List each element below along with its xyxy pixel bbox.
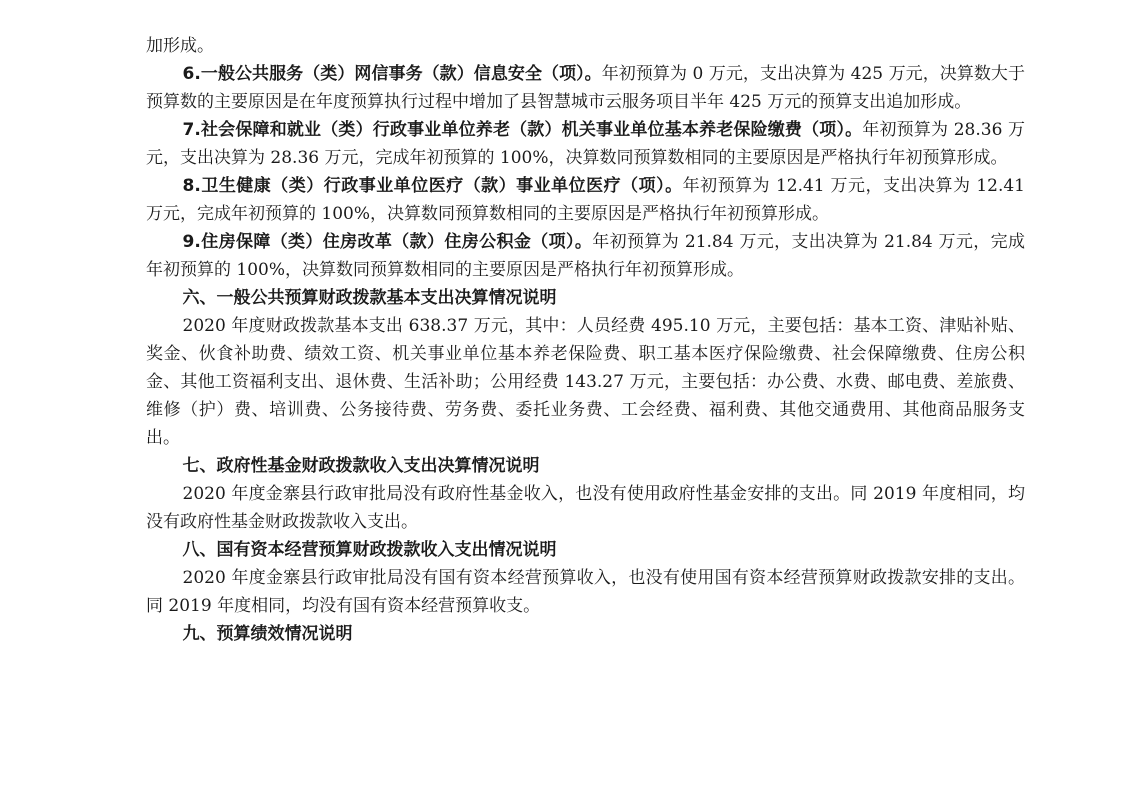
item-7-heading: 7.社会保障和就业（类）行政事业单位养老（款）机关事业单位基本养老保险缴费（项）。	[182, 120, 863, 140]
item-7-paragraph	[146, 116, 1025, 172]
item-6-heading: 6.一般公共服务（类）网信事务（款）信息安全（项）。	[182, 64, 602, 84]
section-7-text: 2020 年度金寨县行政审批局没有政府性基金收入，也没有使用政府性基金安排的支出。同 2019 年度相同，均没有政府性基金财政拨款收入支出。	[146, 484, 1025, 532]
section-6-text: 2020 年度财政拨款基本支出 638.37 万元，其中：人员经费 495.10 万元，主要包括：基本工资、津贴补贴、奖金、伙食补助费、绩效工资、机关事业单位基本养老保险费、职工基本医疗保险缴费、社会保障缴费、住房公积金、其他工资福利支出、退休费、生活补助；公用经费 143.27 万元，主要包括：办公费、水费、邮电费、差旅费、维修（护）费、培训费、公务接待费、劳务费、委托业务费、工会经费、福利费、其他交通费用、其他商品服务支出。	[146, 316, 1025, 448]
item-6-paragraph	[146, 60, 1025, 116]
item-7-text: 年初预算为 28.36 万元，支出决算为 28.36 万元，完成年初预算的 100%，决算数同预算数相同的主要原因是严格执行年初预算形成。	[146, 120, 1025, 168]
item-9-paragraph	[146, 228, 1025, 284]
item-6-text: 年初预算为 0 万元，支出决算为 425 万元，决算数大于预算数的主要原因是在年度预算执行过程中增加了县智慧城市云服务项目半年 425 万元的预算支出追加形成。	[146, 64, 1025, 112]
section-6-title: 六、一般公共预算财政拨款基本支出决算情况说明	[182, 288, 557, 308]
section-7-title: 七、政府性基金财政拨款收入支出决算情况说明	[182, 456, 540, 476]
item-9-heading: 9.住房保障（类）住房改革（款）住房公积金（项）。	[182, 232, 593, 252]
item-8-heading: 8.卫生健康（类）行政事业单位医疗（款）事业单位医疗（项）。	[182, 176, 683, 196]
item-8-text: 年初预算为 12.41 万元，支出决算为 12.41 万元，完成年初预算的 100%，决算数同预算数相同的主要原因是严格执行年初预算形成。	[146, 176, 1026, 224]
section-8-text: 2020 年度金寨县行政审批局没有国有资本经营预算收入，也没有使用国有资本经营预算财政拨款安排的支出。同 2019 年度相同，均没有国有资本经营预算收支。	[146, 568, 1025, 616]
item-8-paragraph	[146, 172, 1025, 228]
paragraph-continuation: 加形成。	[146, 36, 214, 56]
section-8-title: 八、国有资本经营预算财政拨款收入支出情况说明	[182, 540, 557, 560]
section-9-title: 九、预算绩效情况说明	[182, 624, 353, 644]
item-9-text: 年初预算为 21.84 万元，支出决算为 21.84 万元，完成年初预算的 100%，决算数同预算数相同的主要原因是严格执行年初预算形成。	[146, 232, 1025, 280]
